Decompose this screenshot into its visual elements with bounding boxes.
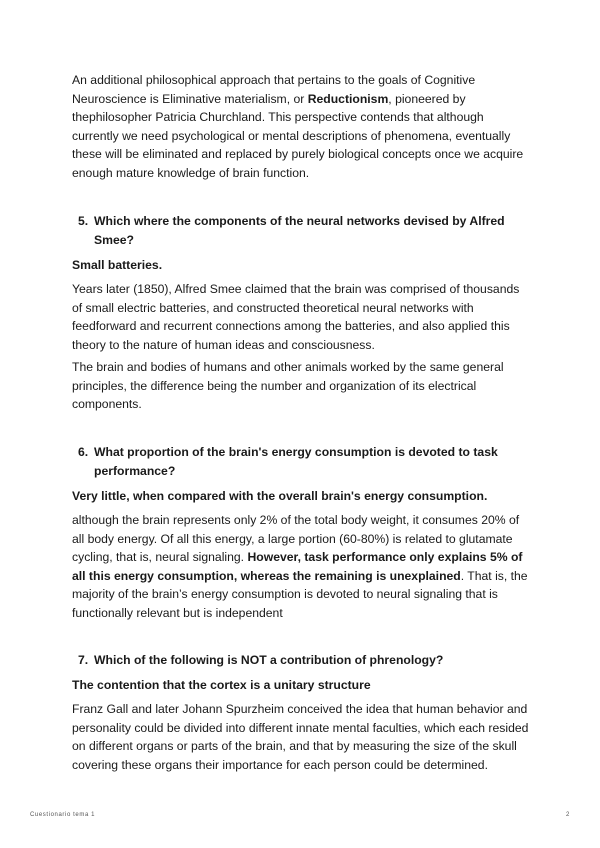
question-7 — [78, 651, 530, 670]
question-5-explanation-1: Years later (1850), Alfred Smee claimed that the brain was comprised of thousands of small electric batteries, and constructed theoretical neural networks with feedforward and recurrent connections among the batteries, and also applied this theory to the nature of human ideas and consciousness. — [72, 282, 520, 352]
question-6-text-2: . That is, the majority of the brain’s energy consumption is devoted to neural signaling that is functionally relevant but is independent — [72, 568, 528, 620]
question-7-text: Which of the following is NOT a contribution of phrenology? — [94, 653, 444, 667]
question-6-bold-text: However, task performance only explains 5% of all this energy consumption, whereas the remaining is unexplained — [72, 550, 523, 583]
footer-page-number: 2 — [566, 812, 570, 818]
question-6-answer: Very little, when compared with the overall brain's energy consumption. — [72, 489, 488, 503]
question-6-text: What proportion of the brain's energy consumption is devoted to task performance? — [94, 445, 498, 478]
question-6-explanation — [72, 511, 532, 623]
question-6-number: 6. — [78, 445, 89, 459]
question-5-answer: Small batteries. — [72, 258, 163, 272]
question-7-explanation: Franz Gall and later Johann Spurzheim conceived the idea that human behavior and personality could be divided into different innate mental faculties, which each resided on different organs or parts of the brain, and that by measuring the size of the skull covering these organs their importance for each person could be determined. — [72, 702, 529, 772]
question-7-number: 7. — [78, 653, 89, 667]
footer-document-title: Cuestionario tema 1 — [30, 812, 96, 818]
question-5-number: 5. — [78, 214, 89, 228]
question-5 — [78, 212, 530, 249]
intro-paragraph — [72, 71, 532, 183]
question-5-explanation-2: The brain and bodies of humans and other animals worked by the same general principles, the difference being the number and organization of its electrical components. — [72, 360, 504, 412]
question-7-answer: The contention that the cortex is a unitary structure — [72, 678, 371, 692]
intro-text-1: An additional philosophical approach that pertains to the goals of Cognitive Neuroscience is Eliminative materialism, or — [72, 73, 476, 106]
intro-text-2: , pioneered by thephilosopher Patricia Churchland. This perspective contends that although currently we need psychological or mental descriptions of phenomena, eventually these will be eliminated and replaced by purely biological concepts once we acquire enough mature knowledge of brain function. — [72, 91, 524, 180]
question-6-text-1: although the brain represents only 2% of the total body weight, it consumes 20% of all body energy. Of all this energy, a large portion (60-80%) is related to glutamate cycling, that is, neural signaling. — [72, 513, 520, 565]
question-5-text: Which where the components of the neural networks devised by Alfred Smee? — [94, 214, 505, 247]
question-6 — [78, 443, 530, 480]
intro-bold-term: Reductionism — [307, 91, 389, 106]
